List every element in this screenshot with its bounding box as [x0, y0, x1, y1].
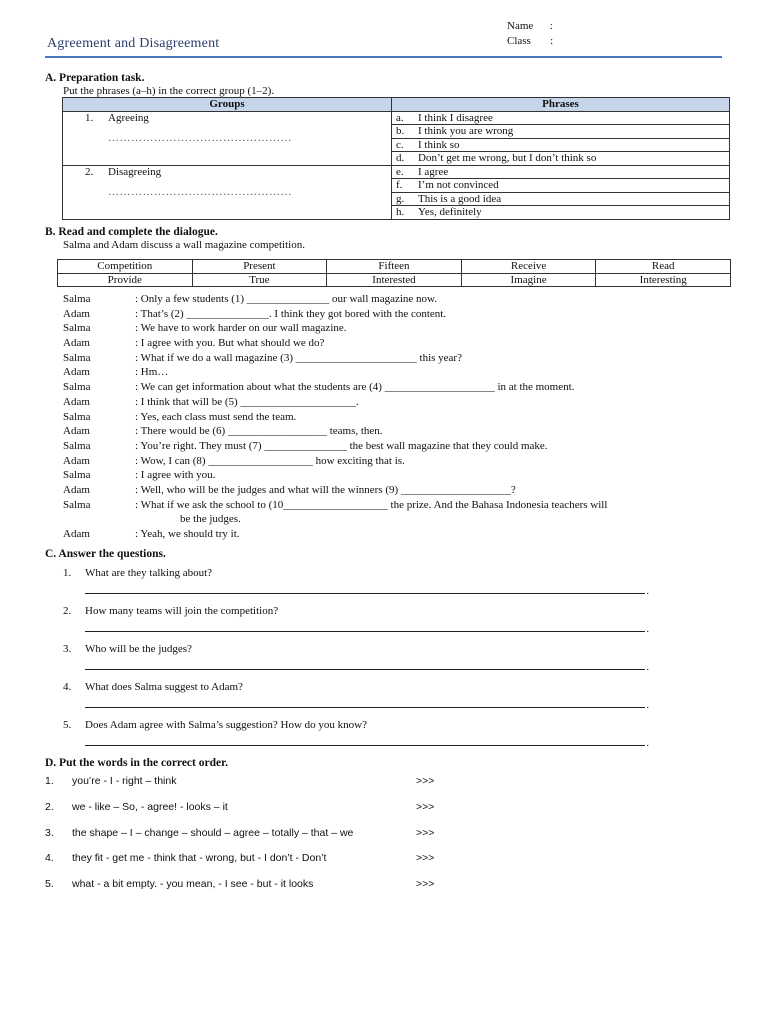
speaker: Adam	[63, 395, 90, 408]
group-disagreeing: 2. Disagreeing …………………………………………	[63, 165, 392, 219]
word-bank-cell: Read	[596, 260, 731, 274]
question-text: Does Adam agree with Salma’s suggestion? How do you know?	[85, 719, 367, 731]
question-item: 5. Does Adam agree with Salma’s suggestion? How do you know? .	[63, 719, 663, 757]
dialogue-line	[63, 424, 743, 439]
answer-arrow[interactable]: >>>	[416, 878, 435, 891]
utterance: : Yeah, we should try it.	[135, 528, 240, 540]
question-text: What does Salma suggest to Adam?	[85, 681, 243, 693]
speaker: Salma	[63, 469, 91, 482]
dialogue-line	[63, 454, 743, 469]
word-bank-cell: Fifteen	[327, 260, 462, 274]
word-order-item: 3. the shape – I – change – should – agree – totally – that – we >>>	[45, 826, 435, 839]
dialogue-line	[63, 292, 743, 307]
word-bank-cell: Interesting	[596, 273, 731, 287]
group-agreeing: 1. Agreeing …………………………………………	[63, 111, 392, 165]
class-field: Class :	[507, 35, 554, 47]
phrase-item: f. I’m not convinced	[392, 179, 730, 193]
dialogue-line	[63, 512, 743, 527]
speaker: Adam	[63, 366, 90, 379]
dialogue-line	[63, 380, 743, 395]
speaker: Adam	[63, 425, 90, 438]
dialogue-line	[63, 410, 743, 425]
utterance: : I agree with you. But what should we do?	[135, 337, 325, 350]
word-bank-table	[57, 259, 731, 287]
scrambled-words: you’re - I - right – think	[72, 775, 177, 787]
group-label: Agreeing	[108, 111, 149, 124]
scrambled-words: the shape – I – change – should – agree – totally – that – we	[72, 826, 354, 839]
class-label: Class	[507, 35, 531, 47]
phrase-item: c. I think so	[392, 138, 730, 152]
phrase-item: a. I think I disagree	[392, 111, 730, 125]
groups-header: Groups	[63, 98, 392, 112]
answer-arrow[interactable]: >>>	[416, 800, 435, 813]
question-item: 3. Who will be the judges? .	[63, 643, 663, 681]
dialogue-line	[63, 365, 743, 380]
title-divider	[45, 56, 722, 58]
dialogue-line	[63, 527, 743, 542]
dialogue-line	[63, 395, 743, 410]
word-order-item: 2. we - like – So, - agree! - looks – it >>>	[45, 800, 435, 813]
word-order-item: 4. they fit - get me - think that - wrong, but - I don’t - Don’t >>>	[45, 852, 435, 865]
utterance: : What if we do a wall magazine (3) ______________________ this year?	[135, 351, 462, 364]
name-label: Name	[507, 20, 534, 32]
name-field: Name :	[507, 20, 553, 32]
utterance: : Only a few students (1) _______________ our wall magazine now.	[135, 293, 438, 305]
word-bank-cell: Competition	[58, 260, 193, 274]
dialogue-line	[63, 468, 743, 483]
speaker: Salma	[63, 351, 91, 364]
question-text: What are they talking about?	[85, 567, 213, 579]
speaker: Adam	[63, 307, 90, 320]
utterance: : Wow, I can (8) ___________________ how exciting that is.	[135, 454, 405, 467]
speaker: Adam	[63, 337, 90, 350]
phrase-item: e. I agree	[392, 165, 730, 179]
dialogue-line	[63, 351, 743, 366]
utterance: : That’s (2) _______________. I think they got bored with the content.	[135, 307, 447, 320]
question-text: Who will be the judges?	[85, 643, 192, 655]
word-bank-cell: Present	[192, 260, 327, 274]
answer-line[interactable]	[85, 736, 645, 746]
word-order-item: 1. you’re - I - right – think >>>	[45, 775, 435, 787]
name-class-box	[507, 19, 553, 49]
word-order-list	[45, 775, 545, 904]
word-bank-cell: Receive	[461, 260, 596, 274]
dialogue-line	[63, 498, 743, 513]
section-a-instruction: Put the phrases (a–h) in the correct group (1–2).	[63, 85, 275, 97]
dialogue-line	[63, 336, 743, 351]
utterance: : You’re right. They must (7) _______________ the best wall magazine that they could make.	[135, 439, 548, 452]
dialogue-line	[63, 483, 743, 498]
answer-line[interactable]	[85, 698, 645, 708]
dialogue-line	[63, 321, 743, 336]
section-c-heading: C. Answer the questions.	[45, 548, 166, 560]
utterance: be the judges.	[180, 513, 241, 526]
question-item: 4. What does Salma suggest to Adam? .	[63, 681, 663, 719]
phrases-header: Phrases	[392, 98, 730, 112]
utterance: : I agree with you.	[135, 469, 216, 482]
word-bank-cell: Interested	[327, 273, 462, 287]
phrase-item: d. Don’t get me wrong, but I don’t think so	[392, 152, 730, 166]
speaker: Salma	[63, 410, 91, 423]
answer-dots[interactable]: …………………………………………	[108, 185, 292, 198]
answer-dots[interactable]: …………………………………………	[108, 131, 292, 144]
phrase-item: h. Yes, definitely	[392, 206, 730, 220]
question-text: How many teams will join the competition?	[85, 605, 279, 617]
phrase-item: b. I think you are wrong	[392, 125, 730, 139]
utterance: : Yes, each class must send the team.	[135, 410, 297, 423]
scrambled-words: they fit - get me - think that - wrong, but - I don’t - Don’t	[72, 852, 327, 865]
speaker: Salma	[63, 381, 91, 394]
utterance: : Hm…	[135, 366, 169, 379]
answer-line[interactable]	[85, 584, 645, 594]
question-list	[63, 567, 663, 757]
speaker: Adam	[63, 454, 90, 467]
speaker: Adam	[63, 528, 90, 540]
word-bank-cell: True	[192, 273, 327, 287]
answer-arrow[interactable]: >>>	[416, 852, 435, 865]
dialogue	[63, 292, 743, 542]
speaker: Salma	[63, 498, 91, 511]
speaker: Adam	[63, 483, 90, 496]
utterance: : I think that will be (5) _____________________.	[135, 395, 359, 408]
word-order-item: 5. what - a bit empty. - you mean, - I see - but - it looks >>>	[45, 878, 435, 891]
section-a-heading: A. Preparation task.	[45, 72, 145, 84]
word-bank-cell: Imagine	[461, 273, 596, 287]
dialogue-line	[63, 307, 743, 322]
speaker: Salma	[63, 293, 91, 305]
worksheet-title: Agreement and Disagreement	[47, 36, 220, 51]
question-item: 1. What are they talking about? .	[63, 567, 663, 605]
utterance: : Well, who will be the judges and what will the winners (9) ____________________?	[135, 483, 516, 496]
answer-arrow[interactable]: >>>	[416, 775, 435, 787]
phrase-item: g. This is a good idea	[392, 192, 730, 206]
group-label: Disagreeing	[108, 165, 162, 178]
groups-phrases-table	[62, 97, 730, 220]
scrambled-words: what - a bit empty. - you mean, - I see - but - it looks	[72, 878, 314, 891]
answer-arrow[interactable]: >>>	[416, 826, 435, 839]
word-bank-cell: Provide	[58, 273, 193, 287]
utterance: : What if we ask the school to (10___________________ the prize. And the Bahasa Indonesia teachers will	[135, 498, 608, 511]
dialogue-line	[63, 439, 743, 454]
scrambled-words: we - like – So, - agree! - looks – it	[72, 800, 228, 813]
answer-line[interactable]	[85, 660, 645, 670]
utterance: : We have to work harder on our wall magazine.	[135, 322, 347, 335]
speaker: Salma	[63, 322, 91, 335]
speaker: Salma	[63, 439, 91, 452]
section-d-heading: D. Put the words in the correct order.	[45, 757, 229, 769]
section-b-heading: B. Read and complete the dialogue.	[45, 226, 218, 238]
section-b-instruction: Salma and Adam discuss a wall magazine competition.	[63, 239, 305, 251]
utterance: : There would be (6) __________________ teams, then.	[135, 425, 383, 438]
utterance: : We can get information about what the students are (4) ____________________ in at the moment.	[135, 381, 575, 394]
question-item: 2. How many teams will join the competition? .	[63, 605, 663, 643]
answer-line[interactable]	[85, 622, 645, 632]
